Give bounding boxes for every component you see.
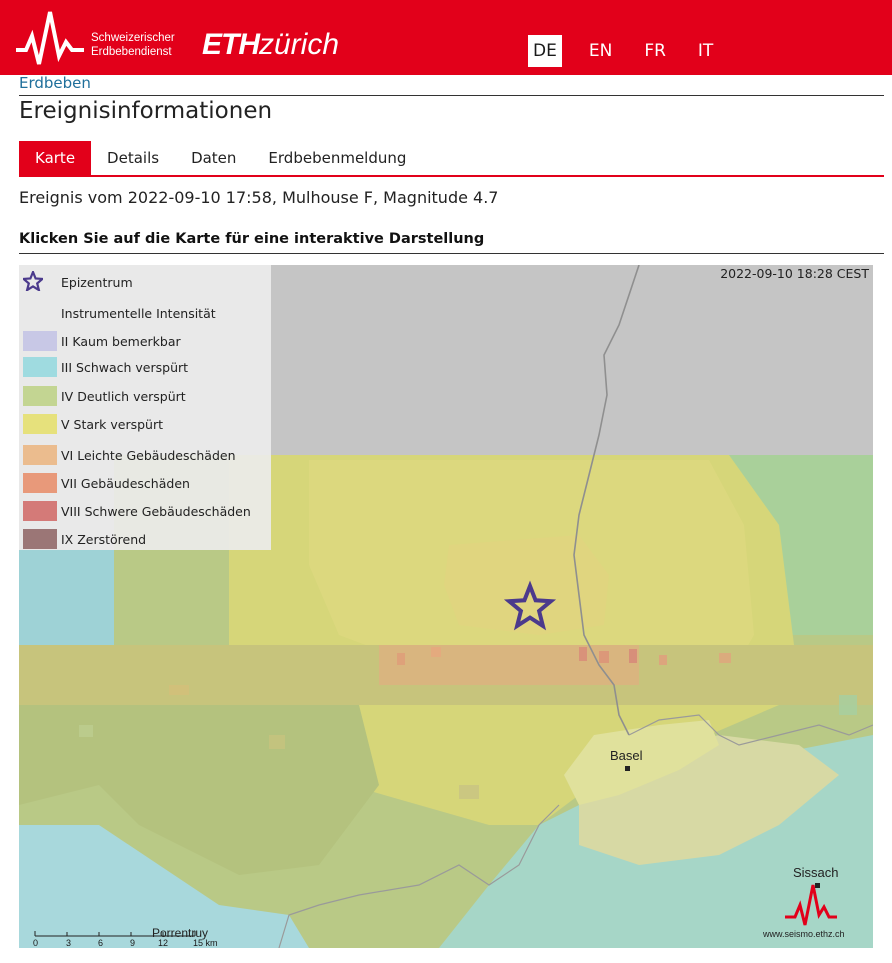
map-timestamp: 2022-09-10 18:28 CEST [720,266,869,281]
tab-daten[interactable]: Daten [191,149,237,167]
scale-tick: 3 [66,938,72,948]
scale-tick: 15 km [193,938,218,948]
legend-intensity-title [23,302,216,324]
legend-item-label: VII Gebäudeschäden [61,475,190,491]
eth-logo-bold: ETH [202,28,259,61]
basel-marker [625,766,630,771]
place-label-basel: Basel [610,748,643,763]
scale-tick: 9 [130,938,136,948]
legend-item-label: III Schwach verspürt [61,359,189,375]
language-switcher [528,35,740,67]
language-en[interactable]: EN [588,41,613,61]
eth-logo-rest: zürich [259,28,340,61]
legend-item [23,356,188,378]
legend-item [23,500,251,522]
legend-epicenter [23,271,133,293]
scale-tick: 6 [98,938,104,948]
legend-item [23,472,190,494]
epicenter-legend-star-icon [23,272,57,292]
sed-logo-icon[interactable] [14,6,86,72]
legend-epicenter-label: Epizentrum [61,274,133,290]
language-it[interactable]: IT [697,41,714,61]
legend-item [23,528,146,550]
header-bar [0,0,892,75]
legend-swatch [23,414,57,434]
legend-intensity-title-label: Instrumentelle Intensität [61,305,216,321]
legend-item-label: IX Zerstörend [61,531,147,547]
legend-swatch [23,357,57,377]
legend-item [23,444,236,466]
divider [19,253,884,254]
scale-tick: 12 [158,938,169,948]
legend-item-label: II Kaum bemerkbar [61,333,181,349]
sissach-marker [815,883,820,888]
legend-swatch [23,445,57,465]
tab-bar [19,141,884,177]
org-name [91,31,175,59]
tab-details[interactable]: Details [107,149,160,167]
legend-swatch [23,501,57,521]
place-label-sissach: Sissach [793,865,839,880]
legend-item-label: VI Leichte Gebäudeschäden [61,447,236,463]
legend-swatch [23,331,57,351]
place-label-porrentruy: Porrentruy [152,926,209,940]
page-title: Ereignisinformationen [19,98,273,124]
legend-item-label: IV Deutlich verspürt [61,388,186,404]
tab-erdbebenmeldung[interactable]: Erdbebenmeldung [268,149,407,167]
language-de[interactable]: DE [528,35,562,67]
legend-swatch [23,529,57,549]
language-fr[interactable]: FR [644,41,666,61]
map-legend [19,265,271,550]
event-summary: Ereignis vom 2022-09-10 17:58, Mulhouse F, Magnitude 4.7 [19,188,499,207]
legend-item [23,330,181,352]
scale-tick: 0 [33,938,39,948]
legend-item-label: V Stark verspürt [61,416,164,432]
legend-item [23,385,186,407]
map-credit[interactable]: www.seismo.ethz.ch [763,929,845,939]
legend-item [23,413,163,435]
org-name-line2: Erdbebendienst [91,46,172,58]
map-click-hint: Klicken Sie auf die Karte für eine interaktive Darstellung [19,231,485,247]
intensity-map[interactable] [19,265,873,948]
eth-logo[interactable] [202,28,339,62]
divider [19,95,884,96]
legend-item-label: VIII Schwere Gebäudeschäden [61,503,251,519]
scale-labels [33,922,223,946]
legend-swatch [23,473,57,493]
org-name-line1: Schweizerischer [91,32,175,44]
tab-karte[interactable]: Karte [19,141,91,175]
legend-swatch [23,386,57,406]
breadcrumb-link[interactable]: Erdbeben [19,74,91,92]
